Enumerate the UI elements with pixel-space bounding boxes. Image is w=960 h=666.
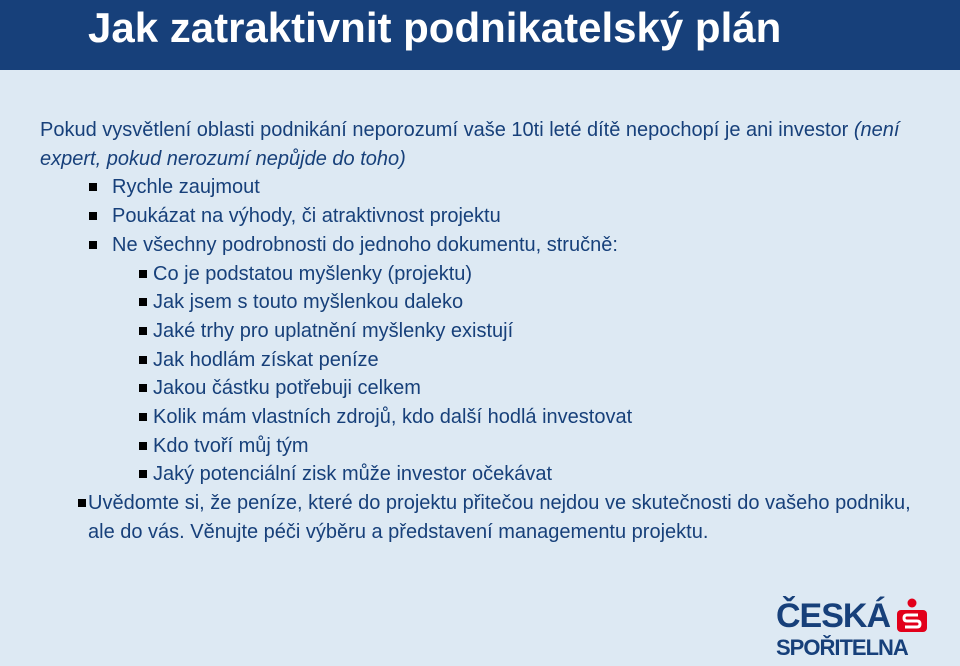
bullet-text: Poukázat na výhody, či atraktivnost projektu bbox=[112, 205, 501, 228]
square-bullet-icon bbox=[89, 241, 97, 249]
list-item bbox=[40, 460, 940, 489]
sub-bullet-list bbox=[40, 260, 940, 490]
logo-line-2: SPOŘITELNA bbox=[776, 635, 908, 660]
list-item bbox=[40, 202, 940, 231]
final-paragraph bbox=[40, 489, 940, 546]
list-item bbox=[40, 173, 940, 202]
list-item bbox=[40, 346, 940, 375]
sub-bullet-text: Jaký potenciální zisk může investor očekávat bbox=[153, 463, 553, 486]
square-bullet-icon bbox=[139, 270, 147, 278]
bullet-text: Rychle zaujmout bbox=[112, 176, 260, 199]
list-item bbox=[40, 403, 940, 432]
slide-title: Jak zatraktivnit podnikatelský plán bbox=[88, 4, 782, 51]
ceska-sporitelna-logo bbox=[776, 596, 936, 662]
intro-italic-text: (není expert, pokud nerozumí nepůjde do toho) bbox=[40, 119, 900, 170]
list-item bbox=[40, 260, 940, 289]
sub-bullet-text: Jaké trhy pro uplatnění myšlenky existují bbox=[153, 319, 514, 342]
slide-content bbox=[40, 116, 940, 547]
final-text: Uvědomte si, že peníze, které do projektu přitečou nejdou ve skutečnosti do vašeho podniku, ale do vás. Věnujte péči výběru a představení managementu projektu. bbox=[88, 492, 911, 543]
sub-bullet-text: Kdo tvoří můj tým bbox=[153, 434, 309, 457]
list-item bbox=[40, 288, 940, 317]
list-item bbox=[40, 317, 940, 346]
sub-bullet-text: Jak hodlám získat peníze bbox=[153, 348, 379, 371]
sub-bullet-text: Co je podstatou myšlenky (projektu) bbox=[153, 262, 473, 285]
list-item bbox=[40, 231, 940, 260]
sub-bullet-text: Kolik mám vlastních zdrojů, kdo další hodlá investovat bbox=[153, 406, 633, 429]
square-bullet-icon bbox=[89, 212, 97, 220]
square-bullet-icon bbox=[139, 298, 147, 306]
intro-text: Pokud vysvětlení oblasti podnikání neporozumí vaše 10ti leté dítě nepochopí je ani investor bbox=[40, 119, 854, 141]
intro-paragraph bbox=[40, 116, 940, 173]
bullet-text: Ne všechny podrobnosti do jednoho dokumentu, stručně: bbox=[112, 233, 618, 256]
title-bar bbox=[0, 0, 960, 70]
sub-bullet-text: Jak jsem s touto myšlenkou daleko bbox=[153, 291, 464, 314]
square-bullet-icon bbox=[139, 442, 147, 450]
square-bullet-icon bbox=[139, 384, 147, 392]
square-bullet-icon bbox=[139, 327, 147, 335]
square-bullet-icon bbox=[139, 470, 147, 478]
square-bullet-icon bbox=[89, 183, 97, 191]
sub-bullet-text: Jakou částku potřebuji celkem bbox=[153, 377, 421, 400]
logo-s-mark-icon bbox=[896, 598, 928, 632]
square-bullet-icon bbox=[139, 413, 147, 421]
list-item bbox=[40, 432, 940, 461]
square-bullet-icon bbox=[78, 499, 86, 507]
square-bullet-icon bbox=[139, 356, 147, 364]
bullet-list bbox=[40, 173, 940, 259]
logo-line-1: ČESKÁ bbox=[776, 597, 891, 635]
list-item bbox=[40, 374, 940, 403]
